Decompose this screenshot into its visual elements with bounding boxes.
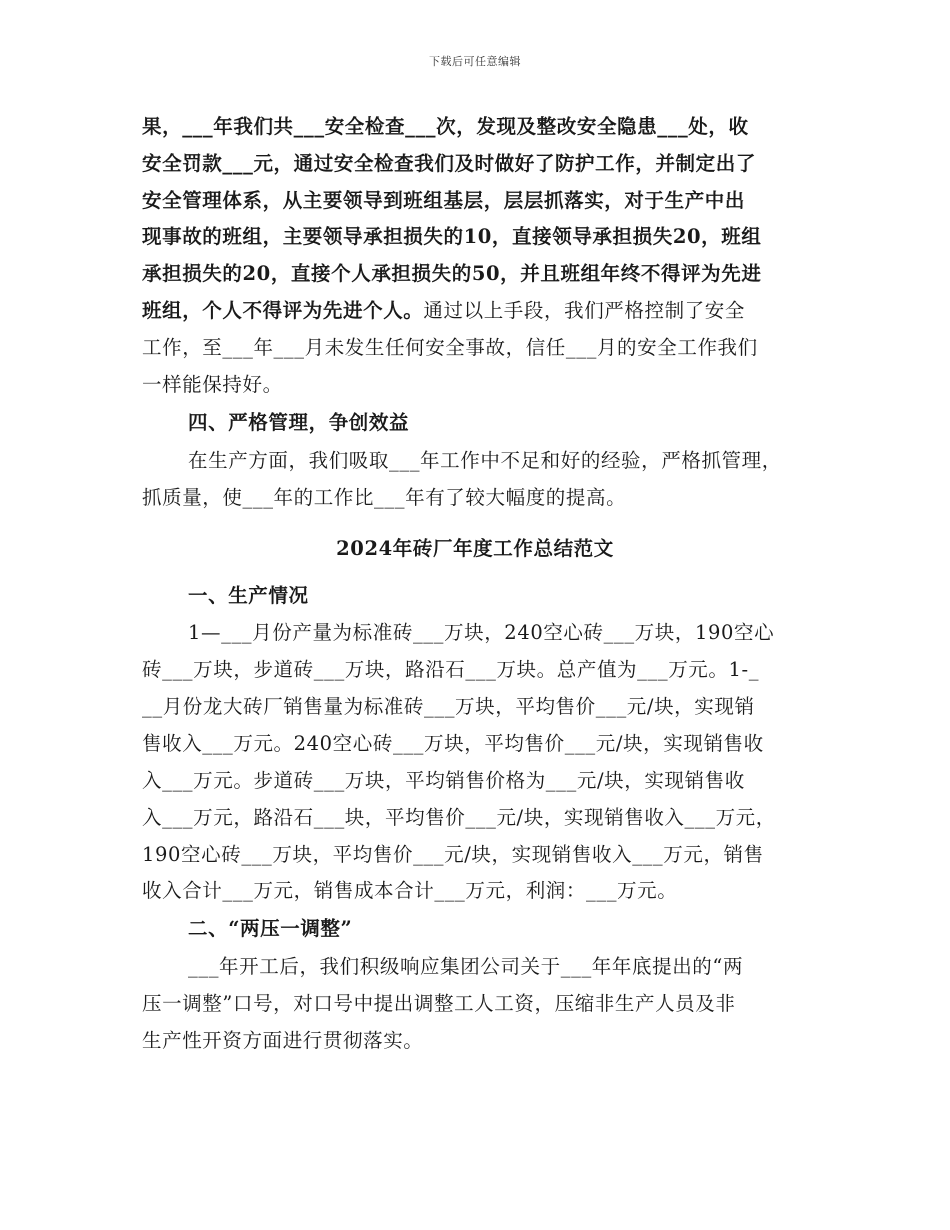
paragraph-line: 收入合计___万元，销售成本合计___万元，利润：___万元。 [142, 879, 678, 902]
normal-run: 通过以上手段，我们严格控制了安全 [423, 299, 746, 322]
paragraph-line: 入___万元，路沿石___块，平均售价___元/块，实现销售收入___万元， [142, 806, 776, 829]
paragraph-line: ___年开工后，我们积级响应集团公司关于___年年底提出的“两 [188, 955, 744, 978]
paragraph-line: 在生产方面，我们吸取___年工作中不足和好的经验，严格抓管理， [188, 449, 782, 472]
paragraph-line-mixed [142, 298, 822, 324]
paragraph-line: 承担损失的20，直接个人承担损失的50，并且班组年终不得评为先进 [142, 262, 762, 285]
bold-run: 班组，个人不得评为先进个人。 [142, 299, 424, 322]
paragraph-line: 压一调整”口号，对口号中提出调整工人工资，压缩非生产人员及非 [142, 992, 736, 1015]
section-heading: 四、严格管理，争创效益 [188, 411, 410, 434]
paragraph-line: 生产性开资方面进行贯彻落实。 [142, 1029, 424, 1052]
paragraph-line: 安全管理体系，从主要领导到班组基层，层层抓落实，对于生产中出 [142, 189, 746, 212]
section-heading: 二、“两压一调整” [188, 917, 353, 940]
paragraph-line: 砖___万块，步道砖___万块，路沿石___万块。总产值为___万元。1-_ [142, 658, 760, 681]
paragraph-line: 售收入___万元。240空心砖___万块，平均售价___元/块，实现销售收 [142, 732, 764, 755]
paragraph-line: 190空心砖___万块，平均售价___元/块，实现销售收入___万元，销售 [142, 843, 764, 866]
paragraph-line: 入___万元。步道砖___万块，平均销售价格为___元/块，实现销售收 [142, 769, 745, 792]
paragraph-line: __月份龙大砖厂销售量为标准砖___万块，平均售价___元/块，实现销 [142, 695, 755, 718]
paragraph-line: 工作，至___年___月未发生任何安全事故，信任___月的安全工作我们 [142, 336, 758, 359]
document-title: 2024年砖厂年度工作总结范文 [336, 537, 614, 560]
paragraph-line: 1—___月份产量为标准砖___万块，240空心砖___万块，190空心 [188, 621, 775, 644]
paragraph-line: 抓质量，使___年的工作比___年有了较大幅度的提高。 [142, 486, 627, 509]
page-header: 下载后可任意编辑 [429, 55, 521, 68]
section-heading: 一、生产情况 [188, 584, 309, 607]
paragraph-line: 果，___年我们共___安全检查___次，发现及整改安全隐患___处，收 [142, 115, 749, 138]
paragraph-line: 安全罚款___元，通过安全检查我们及时做好了防护工作，并制定出了 [142, 152, 756, 175]
paragraph-line: 一样能保持好。 [142, 373, 283, 396]
paragraph-line: 现事故的班组，主要领导承担损失的10，直接领导承担损失20，班组 [142, 225, 762, 248]
